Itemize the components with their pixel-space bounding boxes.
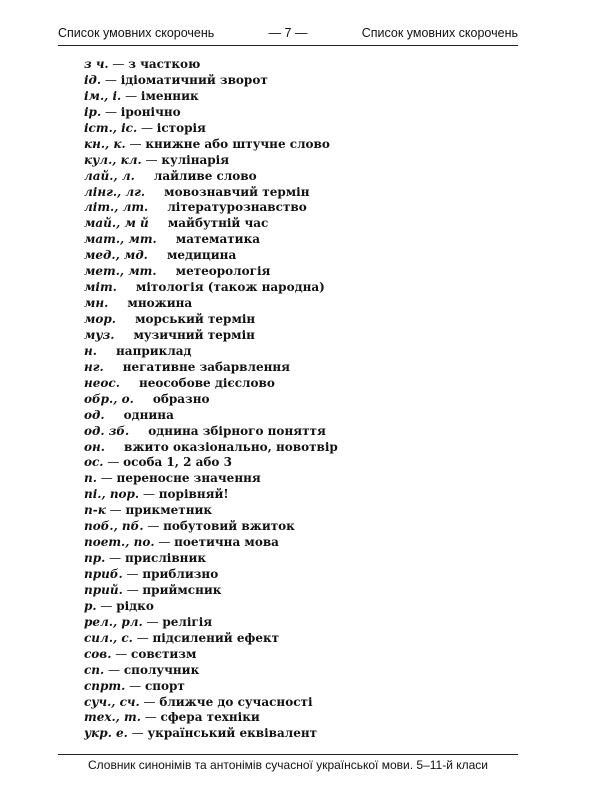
abbreviation-entry	[84, 200, 524, 216]
abbreviation-entry	[84, 487, 524, 503]
abbreviation-term: поет., по.	[84, 535, 155, 550]
abbreviation-entry	[84, 89, 524, 105]
abbreviation-meaning: поетична мова	[174, 535, 279, 550]
abbreviation-entry	[84, 248, 524, 264]
abbreviation-term: прий.	[84, 582, 123, 597]
abbreviation-meaning: математика	[175, 232, 261, 247]
abbreviation-entry	[84, 647, 524, 663]
footer-rule	[58, 754, 518, 755]
abbreviation-entry	[84, 503, 524, 519]
abbreviation-term: міт.	[84, 280, 117, 295]
abbreviation-entry	[84, 519, 524, 535]
abbreviation-meaning: наприклад	[116, 343, 192, 358]
abbreviation-entry	[84, 105, 524, 121]
abbreviation-term: мат., мт.	[84, 232, 157, 247]
abbreviation-term: мор.	[84, 312, 116, 326]
abbreviation-separator: —	[96, 471, 117, 486]
abbreviation-separator	[117, 280, 136, 296]
abbreviation-separator: —	[132, 630, 153, 645]
abbreviation-meaning: мовознавчий термін	[164, 184, 310, 199]
abbreviation-meaning: історія	[156, 120, 206, 135]
abbreviation-separator: —	[96, 598, 117, 613]
abbreviation-separator	[135, 169, 154, 185]
abbreviation-meaning: кулінарія	[161, 152, 230, 167]
abbreviation-separator	[120, 376, 139, 392]
abbreviation-term: ід.	[84, 72, 102, 87]
abbreviation-term: нг.	[84, 359, 104, 374]
abbreviation-entry	[84, 121, 524, 137]
abbreviation-entry	[84, 726, 524, 742]
abbreviation-separator: —	[125, 136, 146, 151]
abbreviation-separator: —	[105, 551, 125, 566]
abbreviation-entry	[84, 631, 524, 647]
abbreviation-list	[84, 57, 524, 742]
abbreviation-term: суч., сч.	[84, 694, 140, 709]
abbreviation-entry	[84, 57, 524, 73]
abbreviation-meaning: особа 1, 2 або 3	[123, 455, 232, 470]
abbreviation-term: неос.	[84, 375, 120, 390]
abbreviation-entry	[84, 296, 524, 312]
abbreviation-term: н.	[84, 343, 97, 358]
abbreviation-meaning: мітологія (також народна)	[135, 280, 325, 295]
abbreviation-entry	[84, 615, 524, 631]
abbreviation-separator: —	[101, 72, 121, 87]
abbreviation-separator	[105, 408, 124, 424]
abbreviation-meaning: образно	[152, 391, 210, 406]
abbreviation-meaning: неособове дієслово	[138, 375, 275, 390]
abbreviation-separator: —	[140, 710, 161, 725]
abbreviation-entry	[84, 424, 524, 440]
abbreviation-entry	[84, 232, 524, 248]
header-right-title: Список умовних скорочень	[361, 26, 518, 40]
abbreviation-meaning: прислівник	[124, 551, 207, 566]
abbreviation-term: рел., рл.	[84, 614, 143, 629]
abbreviation-entry	[84, 185, 524, 201]
abbreviation-entry	[84, 280, 524, 296]
abbreviation-meaning: однина	[123, 407, 174, 422]
abbreviation-term: спрт.	[84, 678, 126, 693]
abbreviation-entry	[84, 599, 524, 615]
abbreviation-separator	[149, 216, 168, 232]
abbreviation-term: ім., і.	[84, 88, 122, 103]
abbreviation-term: п-к	[84, 503, 106, 518]
abbreviation-entry	[84, 710, 524, 726]
abbreviation-entry	[84, 360, 524, 376]
abbreviation-meaning: ідіоматичний зворот	[120, 72, 268, 87]
abbreviation-meaning: множина	[127, 296, 193, 311]
abbreviation-entry	[84, 153, 524, 169]
abbreviation-meaning: український еквівалент	[147, 726, 318, 741]
abbreviation-meaning: книжне або штучне слово	[145, 136, 330, 151]
abbreviation-separator: —	[121, 88, 141, 103]
abbreviation-meaning: вжито оказіонально, новотвір	[124, 439, 338, 454]
abbreviation-separator: —	[154, 535, 175, 550]
abbreviation-term: пр.	[84, 551, 106, 566]
abbreviation-separator	[148, 200, 167, 216]
abbreviation-meaning: прикметник	[125, 503, 213, 518]
abbreviation-entry	[84, 567, 524, 583]
abbreviation-term: од. зб.	[84, 423, 130, 438]
abbreviation-term: од.	[84, 407, 105, 422]
abbreviation-term: муз.	[84, 327, 115, 342]
abbreviation-separator	[148, 248, 167, 264]
abbreviation-term: тех., т.	[84, 710, 141, 725]
abbreviation-term: обр., о.	[84, 391, 134, 406]
abbreviation-meaning: майбутній час	[167, 216, 269, 231]
abbreviation-term: літ., лт.	[84, 200, 149, 215]
abbreviation-term: ір.	[84, 104, 102, 119]
abbreviation-term: приб.	[84, 567, 123, 581]
abbreviation-separator	[108, 296, 127, 312]
abbreviation-term: пі., пор.	[84, 487, 140, 502]
abbreviation-meaning: переносне значення	[116, 471, 261, 486]
abbreviation-entry	[84, 216, 524, 232]
abbreviation-entry	[84, 471, 524, 487]
abbreviation-term: з ч.	[84, 57, 109, 71]
abbreviation-meaning: підсилений ефект	[152, 630, 280, 645]
header-left-title: Список умовних скорочень	[58, 26, 215, 40]
abbreviation-meaning: спорт	[144, 678, 185, 693]
abbreviation-term: поб., пб.	[84, 519, 144, 534]
abbreviation-term: сил., с.	[84, 630, 133, 645]
abbreviation-entry	[84, 455, 524, 471]
abbreviation-separator: —	[104, 662, 124, 677]
abbreviation-separator: —	[141, 152, 162, 167]
abbreviation-separator: —	[103, 455, 124, 470]
abbreviation-separator	[97, 344, 116, 360]
abbreviation-separator	[145, 185, 164, 201]
abbreviation-term: ос.	[84, 455, 104, 470]
abbreviation-separator: —	[122, 582, 143, 597]
abbreviation-entry	[84, 73, 524, 89]
abbreviation-term: мн.	[84, 296, 109, 311]
abbreviation-term: он.	[84, 439, 105, 454]
abbreviation-term: лай., л.	[84, 168, 135, 183]
abbreviation-separator: —	[139, 487, 159, 502]
abbreviation-term: лінг., лг.	[84, 184, 146, 199]
abbreviation-meaning: приймсник	[142, 582, 222, 597]
abbreviation-entry	[84, 312, 524, 328]
abbreviation-entry	[84, 392, 524, 408]
abbreviation-separator: —	[111, 646, 132, 661]
abbreviation-meaning: совєтизм	[131, 646, 197, 661]
abbreviation-separator: —	[125, 678, 145, 693]
abbreviation-term: сп.	[84, 662, 105, 677]
abbreviation-term: укр. е.	[84, 726, 128, 741]
abbreviation-term: мет., мт.	[84, 264, 157, 279]
abbreviation-entry	[84, 344, 524, 360]
abbreviation-meaning: медицина	[166, 248, 237, 263]
abbreviation-separator: —	[105, 503, 126, 518]
abbreviation-separator	[105, 440, 124, 456]
running-footer: Словник синонімів та антонімів сучасної української мови. 5–11-й класи	[87, 758, 488, 772]
abbreviation-meaning: однина збірного поняття	[148, 423, 326, 438]
abbreviation-meaning: ближче до сучасності	[159, 694, 313, 709]
abbreviation-separator: —	[127, 726, 148, 741]
abbreviation-entry	[84, 376, 524, 392]
abbreviation-entry	[84, 663, 524, 679]
abbreviation-meaning: порівняй!	[158, 487, 229, 502]
abbreviation-separator: —	[122, 567, 143, 581]
abbreviation-entry	[84, 169, 524, 185]
abbreviation-separator	[134, 392, 153, 408]
running-header	[58, 26, 518, 44]
abbreviation-meaning: побутовий вжиток	[163, 519, 295, 534]
abbreviation-meaning: рідко	[116, 598, 154, 613]
abbreviation-term: р.	[84, 598, 97, 613]
abbreviation-meaning: іронічно	[120, 104, 181, 119]
abbreviation-meaning: сполучник	[123, 662, 200, 677]
abbreviation-term: кн., к.	[84, 136, 126, 151]
abbreviation-entry	[84, 328, 524, 344]
abbreviation-entry	[84, 440, 524, 456]
abbreviation-separator: —	[137, 120, 157, 135]
abbreviation-entry	[84, 583, 524, 599]
abbreviation-entry	[84, 535, 524, 551]
abbreviation-separator	[157, 264, 176, 280]
abbreviation-term: іст., іс.	[84, 120, 138, 135]
abbreviation-separator: —	[142, 614, 163, 629]
abbreviation-entry	[84, 679, 524, 695]
abbreviation-separator	[129, 424, 148, 440]
abbreviation-meaning: морський термін	[135, 312, 256, 326]
abbreviation-term: п.	[84, 471, 97, 486]
abbreviation-meaning: літературознавство	[167, 200, 307, 215]
abbreviation-meaning: лайливе слово	[153, 168, 257, 183]
abbreviation-meaning: метеорологія	[175, 264, 271, 279]
abbreviation-term: кул., кл.	[84, 152, 142, 167]
abbreviation-meaning: релігія	[162, 614, 213, 629]
abbreviation-separator: —	[108, 57, 129, 71]
abbreviation-entry	[84, 137, 524, 153]
abbreviation-meaning: з часткою	[128, 57, 201, 71]
abbreviation-entry	[84, 695, 524, 711]
abbreviation-meaning: приблизно	[142, 567, 219, 581]
abbreviation-meaning: іменник	[140, 88, 199, 103]
abbreviation-term: сов.	[84, 646, 112, 661]
header-rule	[58, 45, 518, 46]
abbreviation-separator: —	[143, 519, 164, 534]
abbreviation-meaning: негативне забарвлення	[122, 359, 291, 374]
abbreviation-separator	[104, 360, 123, 376]
abbreviation-separator: —	[101, 104, 121, 119]
abbreviation-separator	[157, 232, 176, 248]
abbreviation-meaning: сфера техніки	[160, 710, 260, 725]
abbreviation-entry	[84, 551, 524, 567]
abbreviation-separator: —	[139, 694, 160, 709]
abbreviation-term: май., м й	[84, 216, 149, 231]
page-number: — 7 —	[268, 26, 308, 40]
abbreviation-term: мед., мд.	[84, 248, 148, 263]
abbreviation-separator	[116, 312, 135, 328]
abbreviation-separator	[114, 328, 133, 344]
abbreviation-entry	[84, 264, 524, 280]
abbreviation-meaning: музичний термін	[133, 327, 255, 342]
abbreviation-entry	[84, 408, 524, 424]
